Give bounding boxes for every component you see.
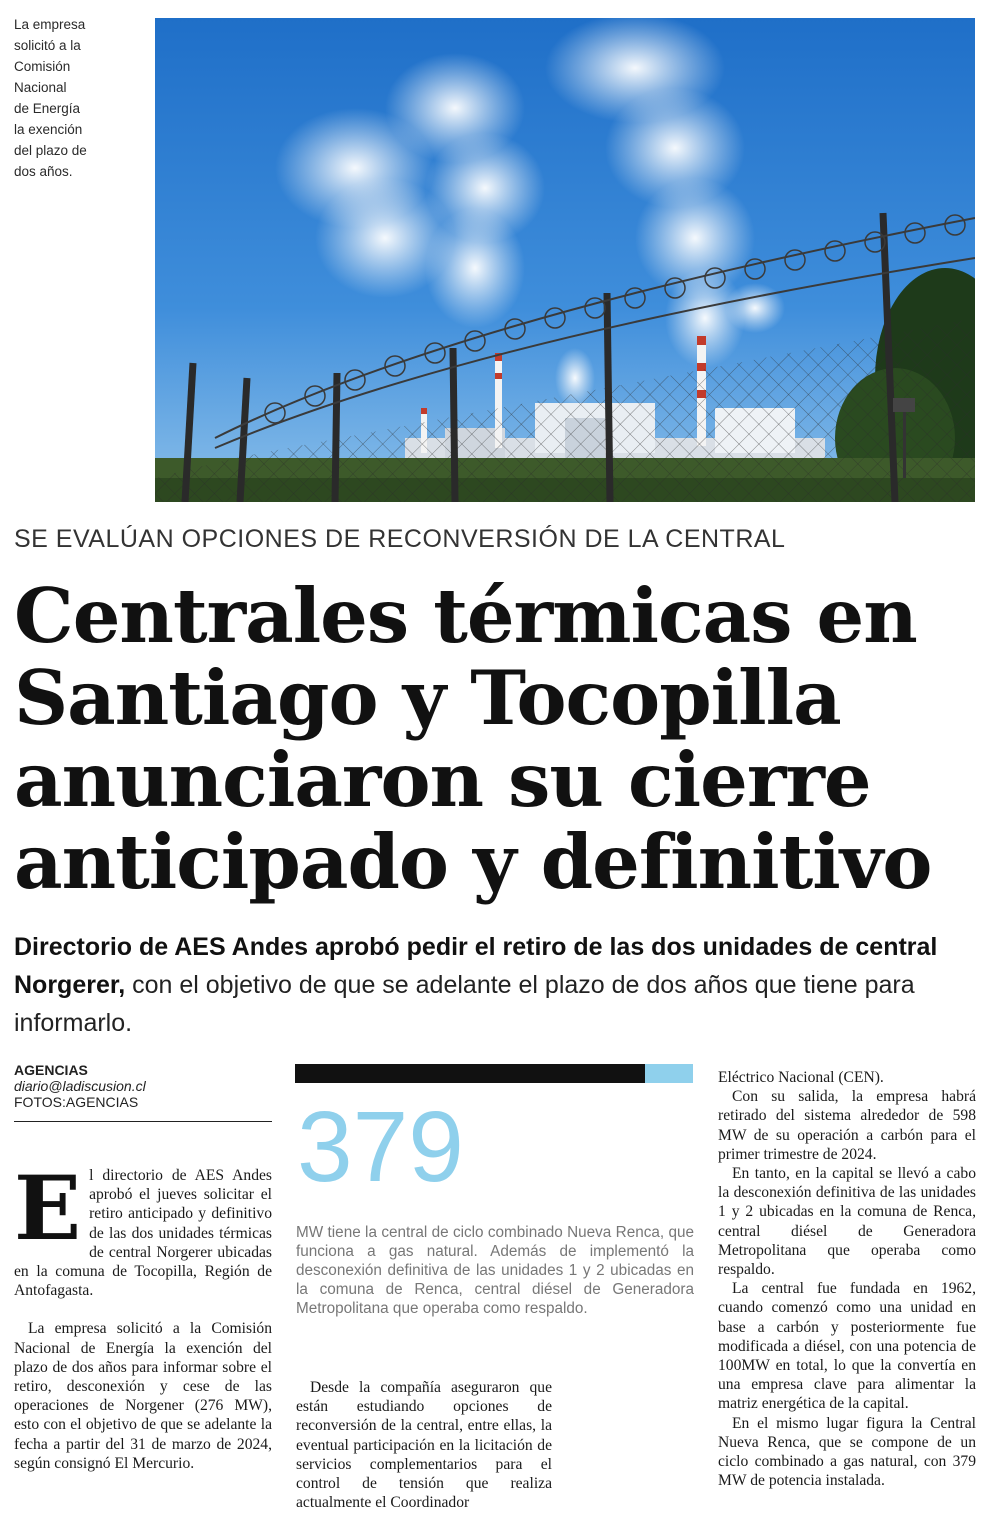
article-column-2	[296, 1378, 552, 1512]
lede-bold: Directorio de AES Andes aprobó pedir el retiro de las dos unidades de central Norgerer,	[14, 933, 938, 999]
paragraph: La empresa solicitó a la Comisión Nacional de Energía la exención del plazo de dos años para informar sobre el retiro, desconexión y cese de las operaciones de Norgener (276 MW), esto con el objetivo de que se adelante la fecha a partir del 31 de marzo de 2024, según consignó El Mercurio.	[14, 1320, 272, 1472]
byline	[14, 1062, 272, 1110]
headline-line: anticipado y definitivo	[14, 818, 932, 906]
stat-description: MW tiene la central de ciclo combinado Nueva Renca, que funciona a gas natural. Además de implementó la desconexión definitiva de las unidades 1 y 2 ubicadas en la comuna de Renca, central diésel de Generadora Metropolitana que operaba como respaldo.	[296, 1224, 694, 1317]
headline-line: Centrales térmicas en	[14, 572, 917, 660]
paragraph: La central fue fundada en 1962, cuando comenzó como una unidad en base a carbón y posteriormente fue modificada a diésel, con una potencia de 100MW en total, lo que la convertía en una empresa clave para alimentar la matriz energética de la capital.	[718, 1280, 976, 1413]
headline-line: anunciaron su cierre	[14, 736, 871, 824]
stat-number: 379	[297, 1091, 464, 1203]
paragraph: Desde la compañía aseguraron que están estudiando opciones de reconversión de la central, entre ellas, la eventual participación en la licitación de servicios complementarios para el control de tensión que realiza actualmente el Coordinador	[296, 1379, 552, 1512]
article-column-3	[718, 1068, 976, 1490]
power-plant-photo	[155, 18, 975, 502]
headline-line: Santiago y Tocopilla	[14, 654, 841, 742]
stat-bar-black	[295, 1064, 645, 1083]
paragraph: En tanto, en la capital se llevó a cabo la desconexión definitiva de las unidades 1 y 2 ubicadas en la comuna de Renca, central diésel de Generadora Metropolitana que operaba como respaldo.	[718, 1165, 976, 1279]
photo-caption: La empresa solicitó a la Comisión Nacional de Energía la exención del plazo de dos años.	[14, 17, 87, 179]
stat-bar-accent	[645, 1064, 693, 1083]
article-kicker: SE EVALÚAN OPCIONES DE RECONVERSIÓN DE LA CENTRAL	[14, 525, 786, 553]
byline-divider	[14, 1121, 272, 1122]
byline-agency: AGENCIAS	[14, 1062, 88, 1078]
article-headline	[14, 572, 989, 906]
lede-text: con el objetivo de que se adelante el plazo de dos años que tiene para informarlo.	[14, 971, 915, 1037]
paragraph: Con su salida, la empresa habrá retirado del sistema alrededor de 598 MW de su operación a carbón para el primer trimestre de 2024.	[718, 1088, 976, 1163]
article-lede	[14, 928, 974, 1042]
byline-email: diario@ladiscusion.cl	[14, 1078, 146, 1094]
paragraph: Eléctrico Nacional (CEN).	[718, 1069, 884, 1086]
paragraph: En el mismo lugar figura la Central Nueva Renca, que se compone de un ciclo combinado a gas natural, con 379 MW de potencia instalada.	[718, 1414, 976, 1490]
paragraph-text: l directorio de AES Andes aprobó el jueves solicitar el retiro anticipado y definitivo de las dos unidades térmicas de central Norgerer ubicadas en la comuna de Tocopilla, Región de Antofagasta.	[14, 1167, 272, 1300]
drop-cap: E	[14, 1156, 82, 1260]
paragraph	[14, 1156, 272, 1300]
article-column-1	[14, 1156, 272, 1473]
byline-photos: FOTOS:AGENCIAS	[14, 1094, 139, 1110]
